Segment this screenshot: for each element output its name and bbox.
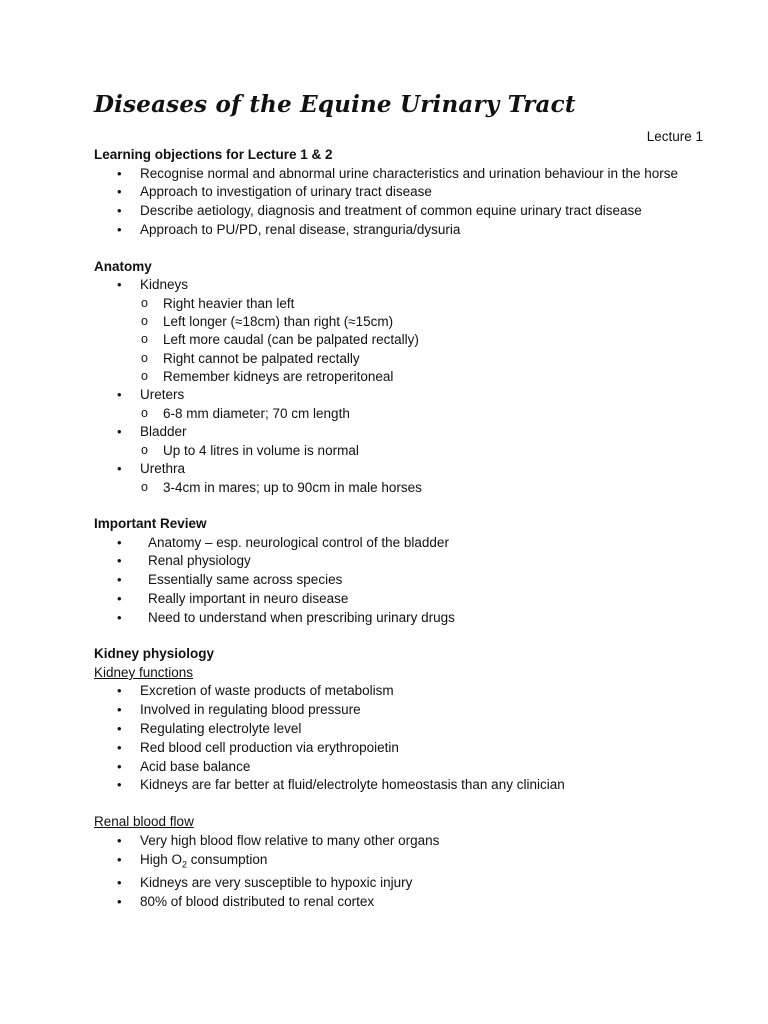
list-item: • Approach to investigation of urinary tract disease: [94, 183, 694, 202]
learning-heading: Learning objections for Lecture 1 & 2: [94, 147, 333, 162]
list-item: • Acid base balance: [94, 758, 694, 777]
sub-list-item: o Remember kidneys are retroperitoneal: [94, 368, 694, 386]
list-item: • Bladder: [94, 423, 694, 442]
bloodflow-subheading: Renal blood flow: [94, 814, 194, 830]
list-item: • Regulating electrolyte level: [94, 720, 694, 739]
kidneys-sublist: [94, 295, 694, 386]
list-item: • 80% of blood distributed to renal cortex: [94, 893, 694, 912]
list-item: [94, 851, 694, 874]
bloodflow-list: [94, 832, 694, 912]
sub-list-item: o 6-8 mm diameter; 70 cm length: [94, 405, 694, 423]
functions-list: [94, 682, 694, 795]
list-item: • Urethra: [94, 460, 694, 479]
o2-prefix: High O: [140, 851, 183, 867]
list-item: • Approach to PU/PD, renal disease, stranguria/dysuria: [94, 221, 694, 240]
anatomy-list: [94, 276, 694, 295]
list-item: • Describe aetiology, diagnosis and treatment of common equine urinary tract disease: [94, 202, 694, 221]
list-item: • Anatomy – esp. neurological control of the bladder: [94, 534, 694, 553]
list-item: • Ureters: [94, 386, 694, 405]
list-item: • Involved in regulating blood pressure: [94, 701, 694, 720]
lecture-label: Lecture 1: [646, 129, 703, 144]
learning-list: [94, 165, 694, 240]
review-heading: Important Review: [94, 516, 207, 531]
list-item: • Really important in neuro disease: [94, 590, 694, 609]
sub-list-item: o Right cannot be palpated rectally: [94, 350, 694, 368]
sub-list-item: o Left more caudal (can be palpated rectally): [94, 331, 694, 349]
list-item: • Recognise normal and abnormal urine characteristics and urination behaviour in the horse: [94, 165, 694, 184]
list-item: • Excretion of waste products of metabolism: [94, 682, 694, 701]
list-item: • Very high blood flow relative to many other organs: [94, 832, 694, 851]
list-item: • Essentially same across species: [94, 571, 694, 590]
sub-list-item: o Left longer (≈18cm) than right (≈15cm): [94, 313, 694, 331]
list-item: • Renal physiology: [94, 552, 694, 571]
list-item: [94, 276, 694, 295]
physiology-heading: Kidney physiology: [94, 646, 215, 662]
list-item: • Kidneys are far better at fluid/electrolyte homeostasis than any clinician: [94, 776, 694, 795]
o2-subscript: 2: [182, 859, 188, 870]
o2-suffix: consumption: [187, 851, 268, 867]
document-title: Diseases of the Equine Urinary Tract: [94, 91, 576, 118]
anatomy-heading: Anatomy: [94, 258, 152, 274]
review-list: [94, 534, 694, 628]
document-page: [94, 90, 703, 912]
list-item: • Kidneys are very susceptible to hypoxic injury: [94, 874, 694, 893]
kidneys-label: Kidneys: [140, 277, 189, 293]
sub-list-item: o 3-4cm in mares; up to 90cm in male horses: [94, 479, 694, 497]
sub-list-item: o Right heavier than left: [94, 295, 694, 313]
sub-list-item: o Up to 4 litres in volume is normal: [94, 442, 694, 460]
list-item: • Red blood cell production via erythropoietin: [94, 739, 694, 758]
list-item: • Need to understand when prescribing urinary drugs: [94, 609, 694, 628]
functions-subheading: Kidney functions: [94, 664, 194, 680]
